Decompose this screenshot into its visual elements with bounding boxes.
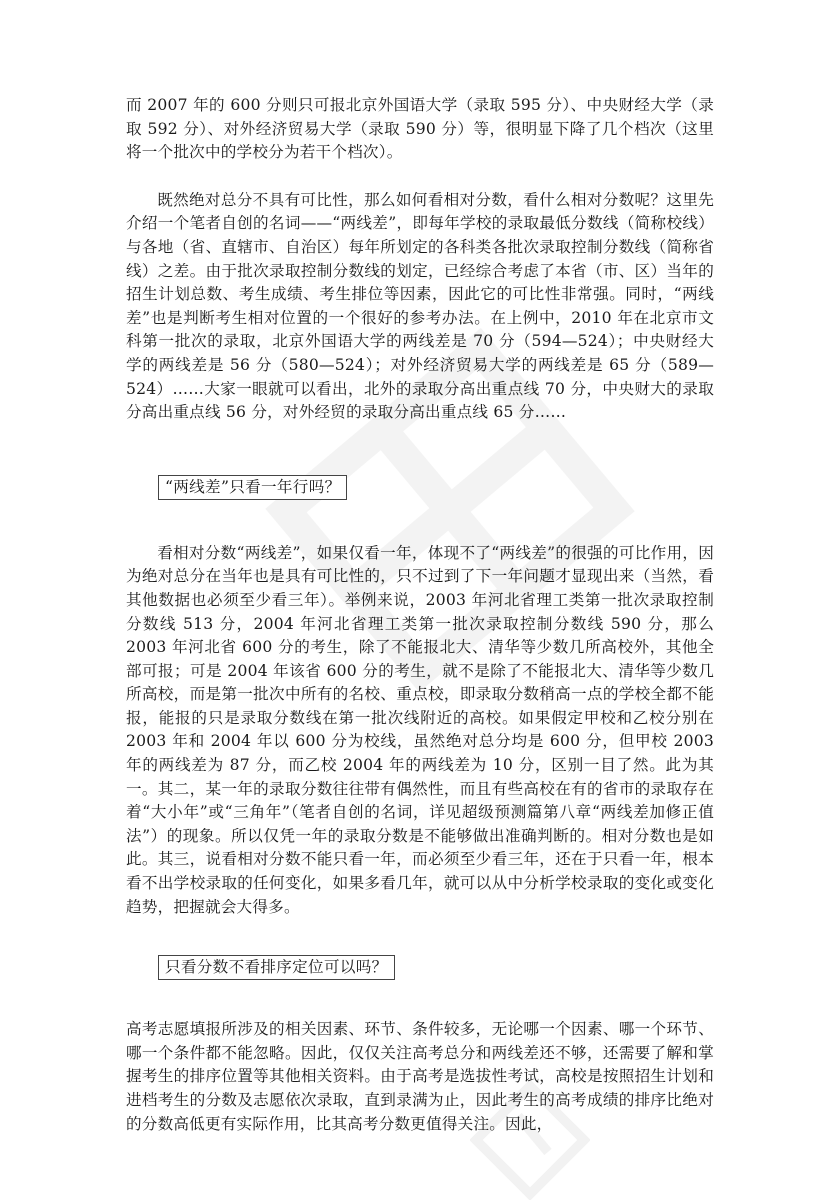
spacer [126,165,714,189]
spacer [126,980,714,1018]
section-heading-row [126,955,714,980]
spacer [126,500,714,542]
document-body [126,94,714,1136]
paragraph-ranking: 高考志愿填报所涉及的相关因素、环节、条件较多，无论哪一个因素、哪一个环节、哪一个条件都不能忽略。因此，仅仅关注高考总分和两线差还不够，还需要了解和掌握考生的排序位置等其他相关资料。由于高考是选拔性考试，高校是按照招生计划和进档考生的分数及志愿依次录取，直到录满为止，因此考生的高考成绩的排序比绝对的分数高低更有实际作用，比其高考分数更值得关注。因此， [126,1020,714,1133]
section-heading-ranking: 只看分数不看排序定位可以吗？ [158,955,395,980]
spacer [126,425,714,475]
paragraph-one-year: 看相对分数“两线差”，如果仅看一年，体现不了“两线差”的很强的可比作用，因为绝对总分在当年也是具有可比性的，只不过到了下一年问题才显现出来（当然，看其他数据也必须至少看三年）。举例来说，2003 年河北省理工类第一批次录取控制分数线 513 分，2004 年河北省理工类第一批次录取控制分数线 590 分，那么 2003 年河北省 600 分的考生，除了不能报北大、清华等少数几所高校外，其他全部可报；可是 2004 年该省 600 分的考生，就不是除了不能报北大、清华等少数几所高校，而是第一批次中所有的名校、重点校，即录取分数稍高一点的学校全都不能报，能报的只是录取分数线在第一批次线附近的高校。如果假定甲校和乙校分别在 2003 年和 2004 年以 600 分为校线，虽然绝对总分均是 600 分，但甲校 2003 年的两线差为 87 分，而乙校 2004 年的两线差为 10 分，区别一目了然。此为其一。其二，某一年的录取分数往往带有偶然性，而且有些高校在有的省市的录取存在着“大小年”或“三角年”（笔者自创的名词，详见超级预测篇第八章“两线差加修正值法”）的现象。所以仅凭一年的录取分数是不能够做出准确判断的。相对分数也是如此。其三，说看相对分数不能只看一年，而必须至少看三年，还在于只看一年，根本看不出学校录取的任何变化，如果多看几年，就可以从中分析学校录取的变化或变化趋势，把握就会大得多。 [126,543,714,916]
paragraph-continuation: 而 2007 年的 600 分则只可报北京外国语大学（录取 595 分）、中央财经大学（录取 592 分）、对外经济贸易大学（录取 590 分）等，很明显下降了几个档次（这里将一个批次中的学校分为若干个档次）。 [126,96,714,162]
paragraph-two-line-difference: 既然绝对总分不具有可比性，那么如何看相对分数，看什么相对分数呢？这里先介绍一个笔者自创的名词——“两线差”，即每年学校的录取最低分数线（简称校线）与各地（省、直辖市、自治区）每年所划定的各科类各批次录取控制分数线（简称省线）之差。由于批次录取控制分数线的划定，已经综合考虑了本省（市、区）当年的招生计划总数、考生成绩、考生排位等因素，因此它的可比性非常强。同时，“两线差”也是判断考生相对位置的一个很好的参考办法。在上例中，2010 年在北京市文科第一批次的录取，北京外国语大学的两线差是 70 分（594—524）；中央财经大学的两线差是 56 分（580—524）；对外经济贸易大学的两线差是 65 分（589—524）……大家一眼就可以看出，北外的录取分高出重点线 70 分，中央财大的录取分高出重点线 56 分，对外经贸的录取分高出重点线 65 分…… [126,190,714,422]
section-heading-one-year: “两线差”只看一年行吗？ [158,475,347,500]
section-heading-row [126,475,714,500]
spacer [126,919,714,955]
